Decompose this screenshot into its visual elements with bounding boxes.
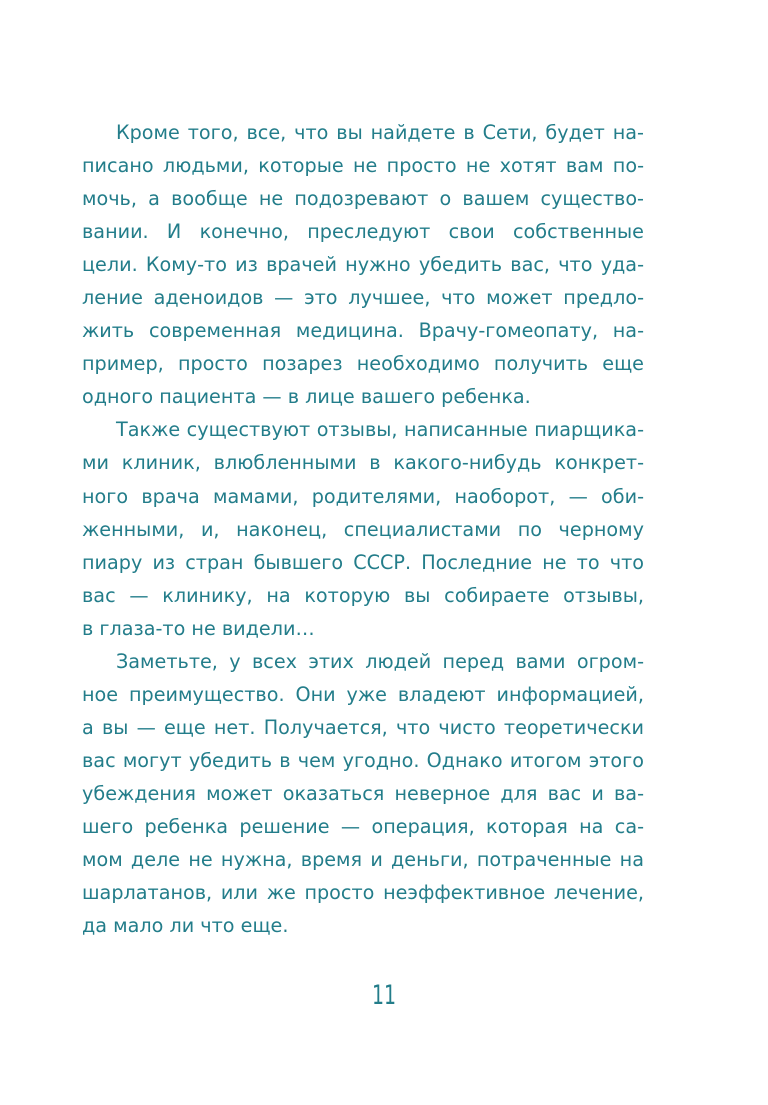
- text-line: да мало ли что еще.: [82, 914, 289, 938]
- text-line: мом деле не нужна, время и деньги, потраченные на: [82, 848, 644, 872]
- text-line: вании. И конечно, преследуют свои собственные: [82, 220, 644, 244]
- text-line: Кроме того, все, что вы найдете в Сети, будет на-: [116, 121, 644, 144]
- body-text: [82, 116, 644, 942]
- text-line: ное преимущество. Они уже владеют информацией,: [82, 682, 644, 706]
- text-line: писано людьми, которые не просто не хотят вам по-: [82, 154, 644, 178]
- text-line: одного пациента — в лице вашего ребенка.: [82, 385, 531, 409]
- paragraph: [82, 645, 644, 942]
- text-line: цели. Кому-то из врачей нужно убедить вас, что уда-: [82, 253, 644, 277]
- text-line: мочь, а вообще не подозревают о вашем существо-: [82, 187, 644, 211]
- text-line: а вы — еще нет. Получается, что чисто теоретически: [82, 715, 644, 739]
- text-line: убеждения может оказаться неверное для вас и ва-: [82, 781, 644, 805]
- text-line: пример, просто позарез необходимо получить еще: [82, 352, 644, 376]
- paragraph: [82, 116, 644, 413]
- text-line: шего ребенка решение — операция, которая на са-: [82, 814, 644, 838]
- text-line: женными, и, наконец, специалистами по черному: [82, 517, 644, 541]
- text-line: ми клиник, влюбленными в какого-нибудь конкрет-: [82, 451, 644, 475]
- text-line: пиару из стран бывшего СССР. Последние не то что: [82, 550, 644, 574]
- text-line: ление аденоидов — это лучшее, что может предло-: [82, 286, 644, 310]
- text-line: вас — клинику, на которую вы собираете отзывы,: [82, 583, 644, 607]
- paragraph: [82, 413, 644, 644]
- page-number: 11: [371, 980, 397, 1011]
- text-line: вас могут убедить в чем угодно. Однако итогом этого: [82, 748, 644, 772]
- text-line: Также существуют отзывы, написанные пиарщика-: [116, 418, 644, 442]
- text-line: Заметьте, у всех этих людей перед вами огром-: [116, 649, 644, 673]
- text-line: шарлатанов, или же просто неэффективное лечение,: [82, 881, 644, 905]
- text-line: жить современная медицина. Врачу-гомеопату, на-: [82, 319, 644, 343]
- text-line: ного врача мамами, родителями, наоборот, — оби-: [82, 484, 644, 508]
- text-line: в глаза-то не видели…: [82, 616, 315, 640]
